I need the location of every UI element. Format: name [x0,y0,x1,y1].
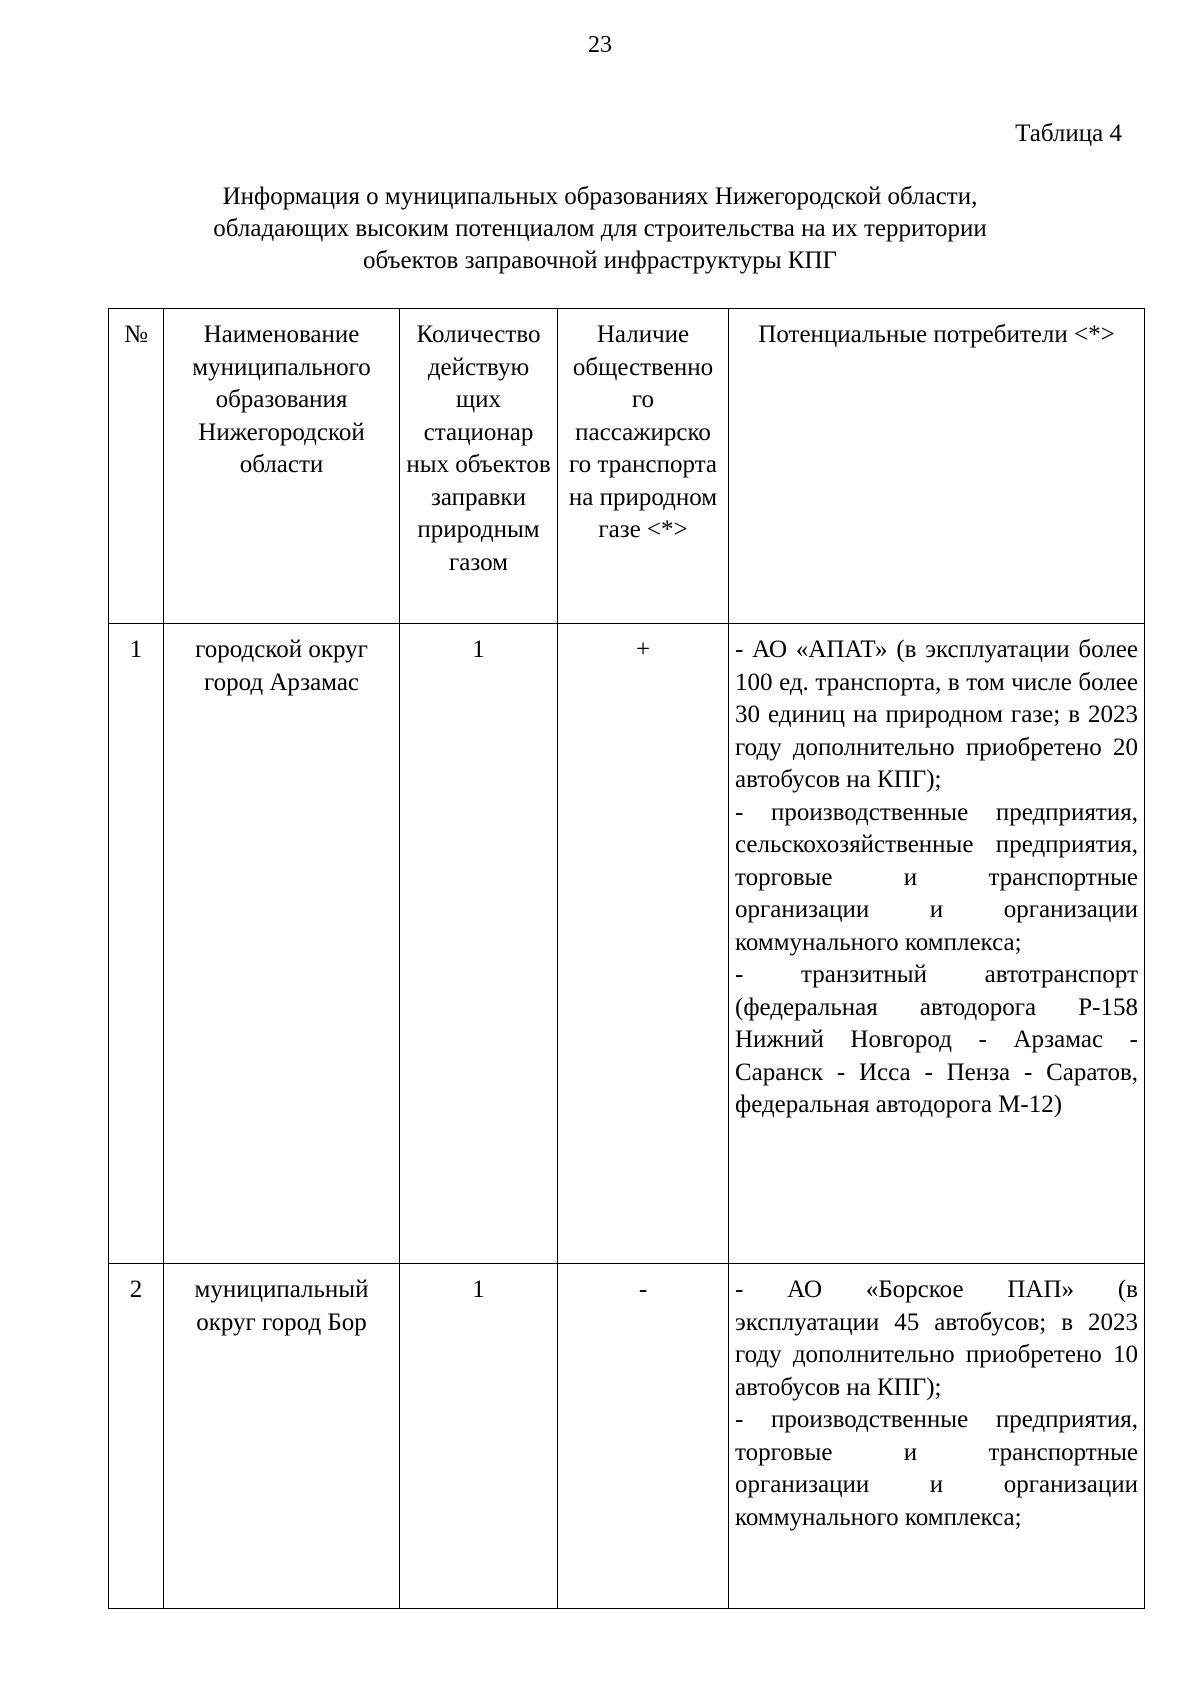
consumer-item-text: - производственные предприятия, торговые и транспортные организации и организации коммунального комплекса; [735,1406,1138,1531]
row-number: 2 [109,1264,164,1609]
page-number: 23 [588,32,612,58]
gas-transport-flag: - [558,1264,729,1609]
table-row [109,624,1145,1264]
title-line: Информация о муниципальных образованиях Нижегородской области, [222,183,978,210]
header-gas-transport: Наличие общественно го пассажирско го транспорта на природном газе <*> [558,309,729,624]
consumer-item-text: - производственные предприятия, сельскохозяйственные предприятия, торговые и транспортные организации и организации коммунального комплекса; [735,798,1138,956]
table-label: Таблица 4 [1015,120,1122,147]
consumer-item-text: - АО «АПАТ» (в эксплуатации более 100 ед. транспорта, в том числе более 30 единиц на природном газе; в 2023 году дополнительно приобретено 20 автобусов на КПГ); [735,636,1138,793]
document-title [100,181,1100,277]
consumer-item [735,1404,1138,1534]
potential-consumers [729,1264,1145,1609]
consumer-item [735,959,1138,1122]
consumer-item [735,797,1138,960]
municipality-name: городской округ город Арзамас [164,624,400,1264]
header-number: № [109,309,164,624]
municipalities-table [108,308,1145,1609]
row-number: 1 [109,624,164,1264]
municipality-name: муниципальный округ город Бор [164,1264,400,1609]
consumer-item [735,634,1138,797]
table-header-row [109,309,1145,624]
consumer-item [735,1274,1138,1404]
table-row [109,1264,1145,1609]
title-line: объектов заправочной инфраструктуры КПГ [363,247,837,274]
station-count: 1 [400,1264,558,1609]
consumer-item-text: - АО «Борское ПАП» (в эксплуатации 45 автобусов; в 2023 году дополнительно приобретено 10 автобусов на КПГ); [735,1276,1138,1401]
consumer-item-text: - транзитный автотранспорт (федеральная автодорога Р-158 Нижний Новгород - Арзамас - Саранск - Исса - Пенза - Саратов, федеральная автодорога М-12) [735,961,1138,1118]
title-line: обладающих высоким потенциалом для строительства на их территории [213,215,987,242]
header-station-count: Количество действую щих стационар ных объектов заправки природным газом [400,309,558,624]
header-potential-consumers: Потенциальные потребители <*> [729,309,1145,624]
header-municipality-name: Наименование муниципального образования Нижегородской области [164,309,400,624]
gas-transport-flag: + [558,624,729,1264]
station-count: 1 [400,624,558,1264]
potential-consumers [729,624,1145,1264]
